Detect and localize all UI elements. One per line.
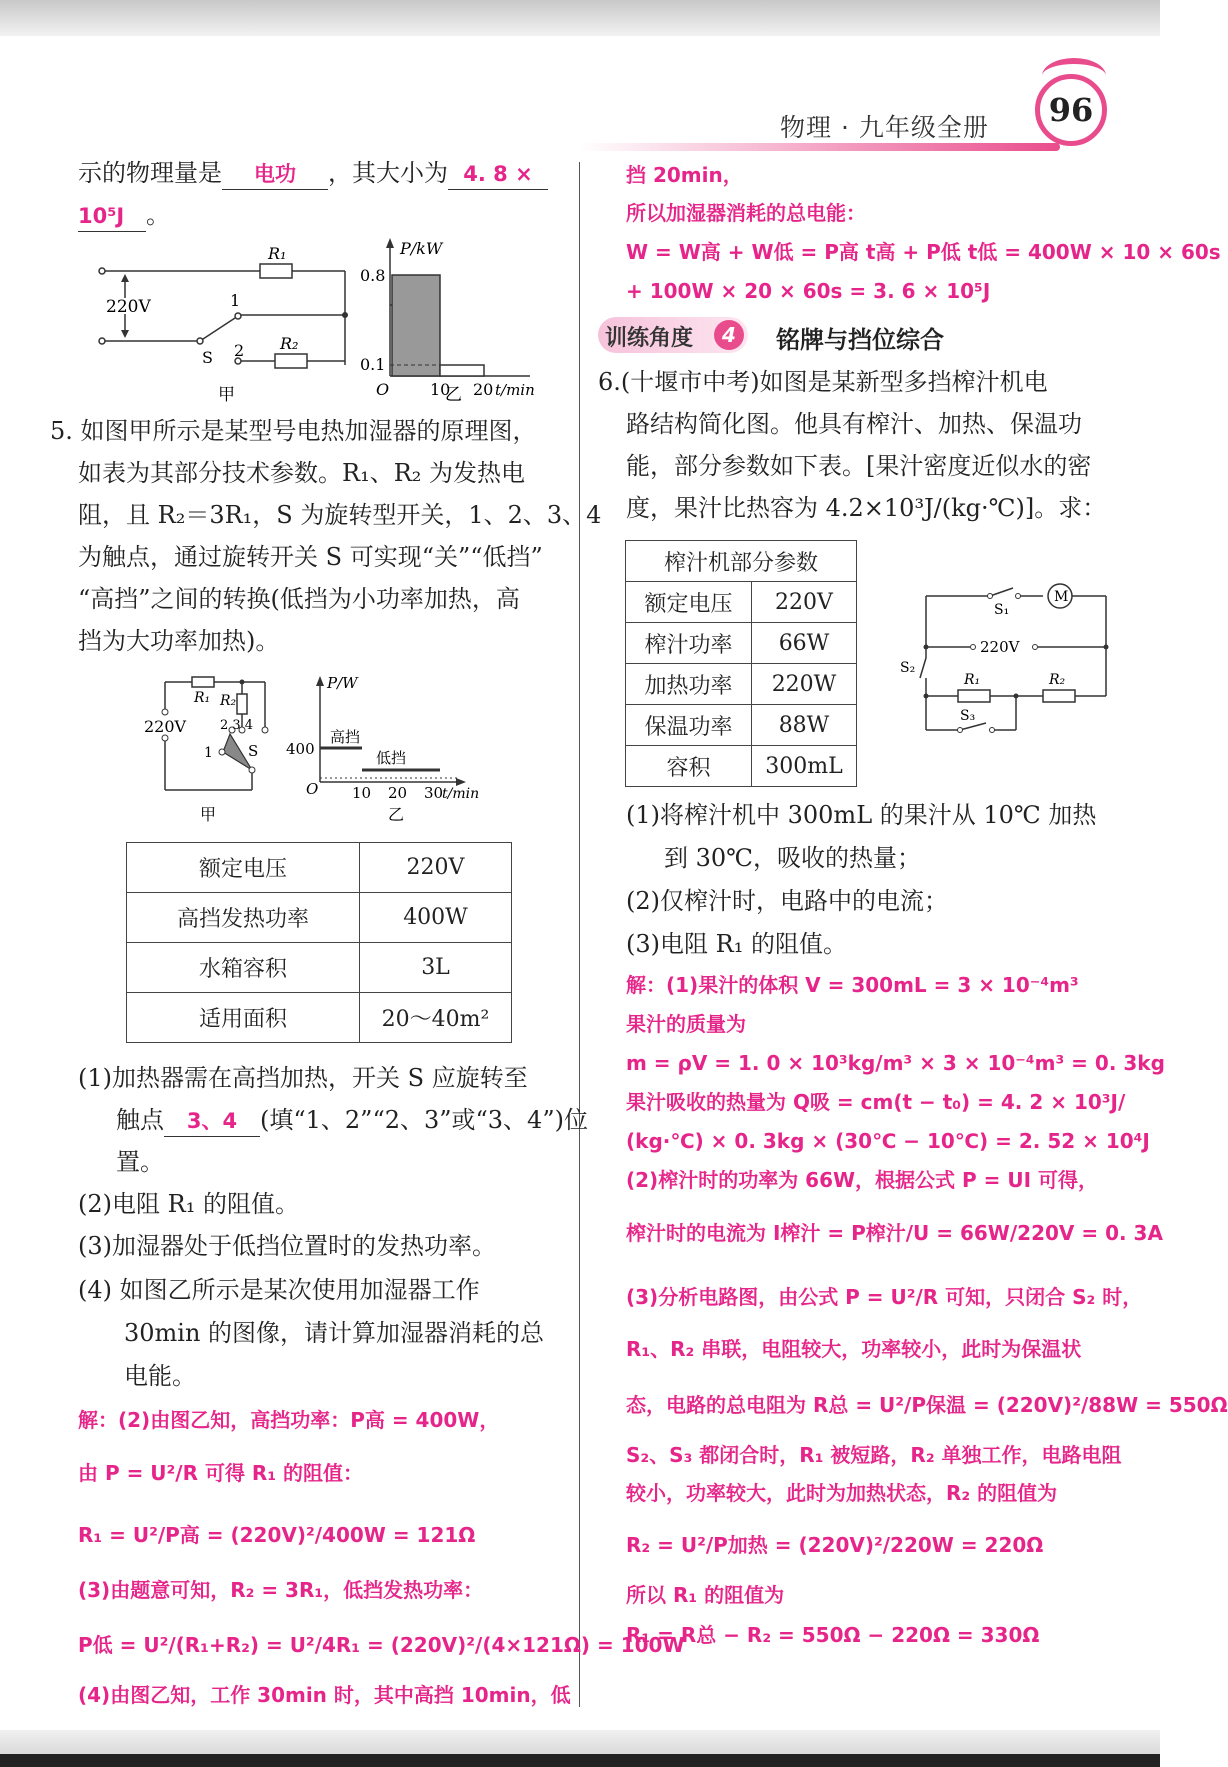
figure-circuit-graph-2 xyxy=(140,672,510,832)
graph2-high-label: 高挡 xyxy=(330,728,361,746)
table-cell: 88W xyxy=(752,705,857,746)
page-number-badge xyxy=(1035,74,1107,146)
table-row xyxy=(626,664,857,705)
q6-solution-6: (2)榨汁时的功率为 66W，根据公式 P = UI 可得， xyxy=(626,1168,1099,1192)
q5-sub1-line2 xyxy=(116,1105,588,1137)
text: (填“1、2”“2、3”或“3、4”)位 xyxy=(260,1106,588,1134)
q5-line-1: 5. 如图甲所示是某型号电热加湿器的原理图， xyxy=(50,417,537,445)
q5-line-6: 挡为大功率加热)。 xyxy=(78,627,280,655)
q5-sub4-line2: 30min 的图像，请计算加湿器消耗的总 xyxy=(124,1319,545,1347)
table-cell: 220V xyxy=(360,843,512,893)
fig2-label-r1: R₁ xyxy=(194,690,211,706)
table-cell: 榨汁功率 xyxy=(626,623,752,664)
table-cell: 适用面积 xyxy=(127,993,360,1043)
table-cell: 300mL xyxy=(752,746,857,787)
fig3-label-r1: R₁ xyxy=(964,672,981,688)
page-top-edge xyxy=(0,0,1160,36)
label-contact-1: 1 xyxy=(230,291,241,310)
q5-solution-1: 解：(2)由图乙知，高挡功率：P高 = 400W， xyxy=(78,1408,500,1432)
q5-solution-cont-1: 挡 20min， xyxy=(626,163,743,187)
label-r1: R₁ xyxy=(268,244,287,263)
graph1-ylabel: P/kW xyxy=(400,239,443,258)
table-row xyxy=(127,993,512,1043)
q5-sub2: (2)电阻 R₁ 的阻值。 xyxy=(78,1190,299,1218)
q6-sub1-line2: 到 30℃，吸收的热量； xyxy=(664,844,922,872)
q5-solution-2: 由 P = U²/R 可得 R₁ 的阻值： xyxy=(78,1461,364,1485)
table-cell: 高挡发热功率 xyxy=(127,893,360,943)
q5-sub1-line3: 置。 xyxy=(116,1148,164,1176)
answer-line-2 xyxy=(78,200,170,232)
q5-solution-cont-2: 所以加湿器消耗的总电能： xyxy=(626,201,866,225)
q6-solution-4: 果汁吸收的热量为 Q吸 = cm(t − t₀) = 4. 2 × 10³J/ xyxy=(626,1090,1126,1114)
table-row xyxy=(127,943,512,993)
table-row xyxy=(626,705,857,746)
header-rule xyxy=(580,143,1060,151)
table-cell: 400W xyxy=(360,893,512,943)
text: 触点 xyxy=(116,1106,164,1134)
label-switch: S xyxy=(202,348,213,367)
page-number: 96 xyxy=(1048,91,1094,129)
table-cell: 66W xyxy=(752,623,857,664)
fig2-label-switch: S xyxy=(248,742,259,760)
q6-spec-table xyxy=(625,540,857,787)
fig3-label-s3: S₃ xyxy=(960,708,976,724)
q5-sub3: (3)加湿器处于低挡位置时的发热功率。 xyxy=(78,1232,496,1260)
q6-solution-7: 榨汁时的电流为 I榨汁 = P榨汁/U = 66W/220V = 0. 3A xyxy=(626,1221,1163,1245)
q6-line-3: 能，部分参数如下表。[果汁密度近似水的密 xyxy=(626,452,1092,480)
q5-sub1-line1: (1)加热器需在高挡加热，开关 S 应旋转至 xyxy=(78,1064,528,1092)
table-cell: 容积 xyxy=(626,746,752,787)
graph1-x-tick-1: 10 xyxy=(430,380,451,399)
answer-blank-contact: 3、4 xyxy=(164,1106,260,1137)
table-cell: 3L xyxy=(360,943,512,993)
graph2-x-tick-3: 30 xyxy=(424,784,444,802)
text: 示的物理量是 xyxy=(78,159,222,187)
q6-line-4: 度，果汁比热容为 4.2×10³J/(kg·℃)]。求： xyxy=(626,494,1107,522)
q6-sub1-line1: (1)将榨汁机中 300mL 的果汁从 10℃ 加热 xyxy=(626,801,1097,829)
section-title: 铭牌与挡位综合 xyxy=(776,326,944,354)
q6-solution-5: (kg·℃) × 0. 3kg × (30℃ − 10℃) = 2. 52 × 10⁴J xyxy=(626,1129,1150,1153)
table-row xyxy=(127,843,512,893)
figure1-caption-b: 乙 xyxy=(445,385,462,405)
q5-line-2: 如表为其部分技术参数。R₁、R₂ 为发热电 xyxy=(78,459,526,487)
q5-solution-5: P低 = U²/(R₁+R₂) = U²/4R₁ = (220V)²/(4×121Ω) = 100W xyxy=(78,1633,685,1657)
q5-line-5: “高挡”之间的转换(低挡为小功率加热，高 xyxy=(78,585,520,613)
figure-juicer-circuit xyxy=(898,578,1128,738)
figure2-caption-b: 乙 xyxy=(388,805,405,824)
section-number: 4 xyxy=(714,320,744,350)
text: 。 xyxy=(146,201,170,229)
table-row xyxy=(626,541,857,582)
q6-solution-3: m = ρV = 1. 0 × 10³kg/m³ × 3 × 10⁻⁴m³ = 0. 3kg xyxy=(626,1051,1165,1075)
answer-blank-2: 4. 8 × xyxy=(448,159,548,190)
fig2-label-contacts: 2 3 4 xyxy=(220,718,254,733)
label-r2: R₂ xyxy=(280,334,299,353)
q5-solution-6: (4)由图乙知，工作 30min 时，其中高挡 10min，低 xyxy=(78,1683,571,1707)
q5-solution-cont-3: W = W高 + W低 = P高 t高 + P低 t低 = 400W × 10 × 60s xyxy=(626,240,1221,264)
label-voltage: 220V xyxy=(106,297,151,317)
table-row xyxy=(626,623,857,664)
q5-solution-3: R₁ = U²/P高 = (220V)²/400W = 121Ω xyxy=(78,1523,476,1547)
table-cell: 220W xyxy=(752,664,857,705)
q6-line-1: 6.(十堰市中考)如图是某新型多挡榨汁机电 xyxy=(598,368,1048,396)
fig3-label-s2: S₂ xyxy=(900,660,916,676)
q6-solution-1: 解：(1)果汁的体积 V = 300mL = 3 × 10⁻⁴m³ xyxy=(626,973,1079,997)
fig2-label-voltage: 220V xyxy=(144,717,187,736)
q6-sub2: (2)仅榨汁时，电路中的电流； xyxy=(626,887,948,915)
table-row xyxy=(626,582,857,623)
table-cell: 加热功率 xyxy=(626,664,752,705)
q6-solution-14: 所以 R₁ 的阻值为 xyxy=(626,1583,785,1607)
table-cell: 额定电压 xyxy=(626,582,752,623)
fig3-label-voltage: 220V xyxy=(980,638,1020,656)
table-title: 榨汁机部分参数 xyxy=(626,541,857,582)
q5-line-4: 为触点，通过旋转开关 S 可实现“关”“低挡” xyxy=(78,543,543,571)
fig3-label-r2: R₂ xyxy=(1049,672,1066,688)
answer-blank-3: 10⁵J xyxy=(78,201,146,232)
screen-bottom-bar xyxy=(0,1754,1160,1767)
q6-solution-9: R₁、R₂ 串联，电阻较大，功率较小，此时为保温状 xyxy=(626,1337,1082,1361)
q6-solution-2: 果汁的质量为 xyxy=(626,1012,746,1036)
graph1-y-tick-2: 0.1 xyxy=(360,355,386,374)
graph1-origin: O xyxy=(376,380,390,399)
figure2-caption-a: 甲 xyxy=(200,805,217,824)
graph2-xlabel: t/min xyxy=(442,786,480,802)
label-contact-2: 2 xyxy=(234,341,245,360)
graph2-x-tick-2: 20 xyxy=(388,784,408,802)
fig2-label-contact-1: 1 xyxy=(204,745,213,761)
answer-line-1 xyxy=(78,158,548,190)
column-divider xyxy=(579,162,580,1707)
q6-solution-8: (3)分析电路图，由公式 P = U²/R 可知，只闭合 S₂ 时， xyxy=(626,1285,1143,1309)
book-title: 物理 · 九年级全册 xyxy=(780,113,989,142)
q5-sub4-line1: (4) 如图乙所示是某次使用加湿器工作 xyxy=(78,1276,480,1304)
table-row xyxy=(626,746,857,787)
q5-solution-cont-4: + 100W × 20 × 60s = 3. 6 × 10⁵J xyxy=(626,279,991,303)
section-label: 训练角度 xyxy=(605,326,694,351)
q5-spec-table xyxy=(126,842,512,1043)
figure1-caption-a: 甲 xyxy=(218,385,235,405)
table-cell: 额定电压 xyxy=(127,843,360,893)
graph2-origin: O xyxy=(306,780,319,798)
q6-solution-10: 态，电路的总电阻为 R总 = U²/P保温 = (220V)²/88W = 550Ω xyxy=(626,1393,1228,1417)
fig3-label-motor: M xyxy=(1054,589,1069,605)
table-row xyxy=(127,893,512,943)
table-cell: 20～40m² xyxy=(360,993,512,1043)
table-cell: 保温功率 xyxy=(626,705,752,746)
q6-line-2: 路结构简化图。他具有榨汁、加热、保温功 xyxy=(626,410,1082,438)
fig2-label-r2: R₂ xyxy=(220,693,237,709)
graph1-y-tick-1: 0.8 xyxy=(360,266,386,285)
q6-solution-12: 较小，功率较大，此时为加热状态，R₂ 的阻值为 xyxy=(626,1481,1058,1505)
graph1-xlabel: t/min xyxy=(495,381,535,399)
q5-solution-4: (3)由题意可知，R₂ = 3R₁，低挡发热功率： xyxy=(78,1578,484,1602)
answer-blank-1: 电功 xyxy=(222,159,328,190)
q6-solution-13: R₂ = U²/P加热 = (220V)²/220W = 220Ω xyxy=(626,1533,1044,1557)
q6-sub3: (3)电阻 R₁ 的阻值。 xyxy=(626,930,847,958)
graph2-ylabel: P/W xyxy=(327,674,358,692)
graph2-x-tick-1: 10 xyxy=(352,784,372,802)
graph1-x-tick-2: 20 xyxy=(473,380,494,399)
graph2-low-label: 低挡 xyxy=(376,749,407,767)
q6-solution-11: S₂、S₃ 都闭合时，R₁ 被短路，R₂ 单独工作，电路电阻 xyxy=(626,1443,1122,1467)
table-cell: 220V xyxy=(752,582,857,623)
figure-circuit-graph-1 xyxy=(90,238,550,408)
text: ，其大小为 xyxy=(328,159,448,187)
table-cell: 水箱容积 xyxy=(127,943,360,993)
q5-sub4-line3: 电能。 xyxy=(124,1362,196,1390)
q5-line-3: 阻，且 R₂＝3R₁，S 为旋转型开关，1、2、3、4 xyxy=(78,501,602,529)
fig3-label-s1: S₁ xyxy=(994,602,1010,618)
q6-solution-15: R₁ = R总 − R₂ = 550Ω − 220Ω = 330Ω xyxy=(626,1623,1040,1647)
graph2-y-tick: 400 xyxy=(286,740,315,758)
